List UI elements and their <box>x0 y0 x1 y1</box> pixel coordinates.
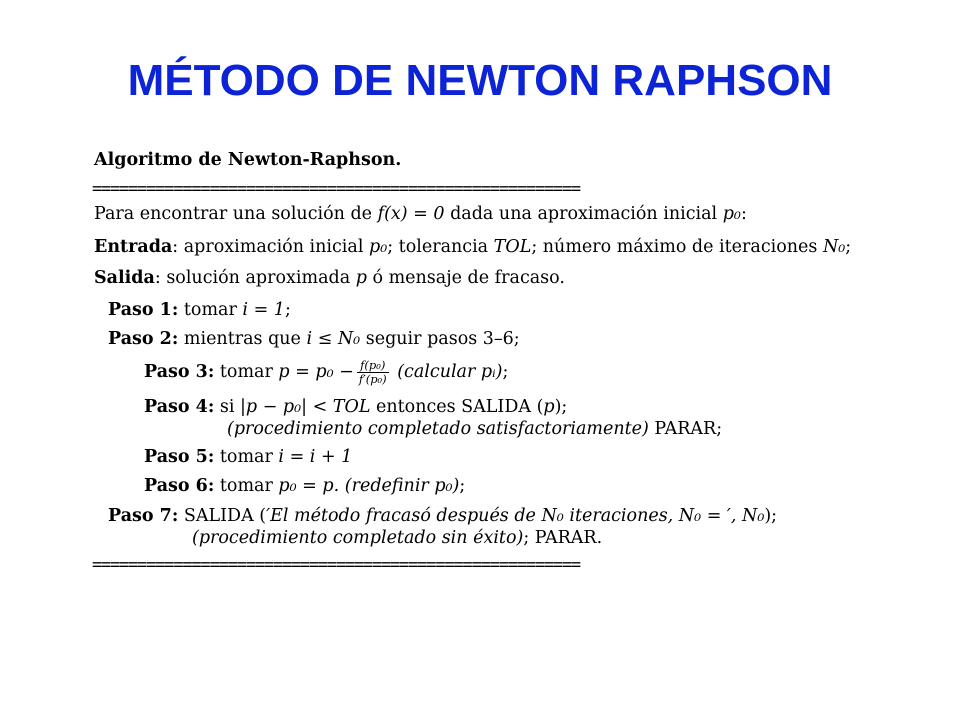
step-2-label: Paso 2: <box>108 329 179 349</box>
step-2-math: i ≤ N₀ <box>306 329 361 349</box>
algorithm-heading: Algoritmo de Newton-Raphson. <box>94 150 402 170</box>
output-label: Salida <box>94 268 155 288</box>
step-6-t1: tomar <box>219 476 279 496</box>
step-7-t1: SALIDA ( <box>183 506 267 526</box>
input-n0: N₀ <box>822 237 846 257</box>
step-5-label: Paso 5: <box>144 447 215 467</box>
step-1-math: i = 1 <box>242 300 285 320</box>
input-label: Entrada <box>94 237 173 257</box>
step-5-math: i = i + 1 <box>278 447 353 467</box>
step-1 <box>108 299 291 321</box>
step-4-label: Paso 4: <box>144 397 215 417</box>
step-1-label: Paso 1: <box>108 300 179 320</box>
step-6-t2: ; <box>459 476 466 496</box>
input-t3: ; número máximo de iteraciones <box>531 237 823 257</box>
step-6-note: (redefinir p₀) <box>344 476 460 496</box>
slide-title: MÉTODO DE NEWTON RAPHSON <box>127 56 833 105</box>
intro-p0: p₀ <box>722 204 741 224</box>
output-t2: ó mensaje de fracaso. <box>366 268 565 288</box>
intro-pre: Para encontrar una solución de <box>94 204 378 224</box>
input-t1: : aproximación inicial <box>172 237 369 257</box>
step-7 <box>108 505 777 527</box>
step-3-t1: tomar <box>219 362 279 382</box>
output-line <box>94 267 565 289</box>
step-4-line2-note: (procedimiento completado satisfactoriamente) <box>227 419 649 439</box>
step-4 <box>144 396 567 418</box>
step-3-math: p = p₀ − <box>278 362 354 382</box>
intro-mid: dada una aproximación inicial <box>444 204 723 224</box>
step-5 <box>144 446 352 468</box>
step-2-t1: mientras que <box>183 329 307 349</box>
output-p: p <box>355 268 367 288</box>
step-6-math: p₀ = p. <box>278 476 340 496</box>
step-3-t2: ; <box>502 362 509 382</box>
step-3 <box>144 359 508 386</box>
step-3-fraction <box>357 359 389 386</box>
step-7-t2: ); <box>764 506 778 526</box>
input-line <box>94 236 851 258</box>
step-6 <box>144 475 465 497</box>
input-t4: ; <box>845 237 852 257</box>
step-3-label: Paso 3: <box>144 362 215 382</box>
step-3-fraction-numerator: f(p₀) <box>357 359 389 373</box>
step-4-math: |p − p₀| < TOL <box>240 397 371 417</box>
step-6-label: Paso 6: <box>144 476 215 496</box>
step-7-line2-note: (procedimiento completado sin éxito) <box>192 528 524 548</box>
step-4-t4: PARAR; <box>648 419 723 439</box>
step-7-label: Paso 7: <box>108 506 179 526</box>
step-1-t1: tomar <box>183 300 243 320</box>
step-4-t2: entonces SALIDA ( <box>370 397 544 417</box>
separator-top: ====================================================== <box>92 180 580 198</box>
intro-line <box>94 203 747 225</box>
step-5-t1: tomar <box>219 447 279 467</box>
step-1-t2: ; <box>284 300 291 320</box>
separator-bottom: ====================================================== <box>92 556 580 574</box>
step-7-msg: ′El método fracasó después de N₀ iteraciones, N₀ = ′, N₀ <box>266 506 765 526</box>
step-4-line-2 <box>227 418 722 440</box>
input-tol: TOL <box>493 237 532 257</box>
intro-fx: f(x) = 0 <box>377 204 445 224</box>
step-2-t2: seguir pasos 3–6; <box>360 329 520 349</box>
step-7-line-2 <box>192 527 602 549</box>
step-4-p: p <box>543 397 555 417</box>
output-t1: : solución aproximada <box>154 268 356 288</box>
input-p0: p₀ <box>369 237 388 257</box>
step-7-t3: ; PARAR. <box>523 528 603 548</box>
intro-post: : <box>740 204 747 224</box>
step-3-note: (calcular pᵢ) <box>397 362 503 382</box>
step-2 <box>108 328 520 350</box>
input-t2: ; tolerancia <box>387 237 494 257</box>
step-4-t1: si <box>219 397 241 417</box>
step-4-t3: ); <box>554 397 568 417</box>
step-3-fraction-denominator: f′(p₀) <box>358 372 387 386</box>
